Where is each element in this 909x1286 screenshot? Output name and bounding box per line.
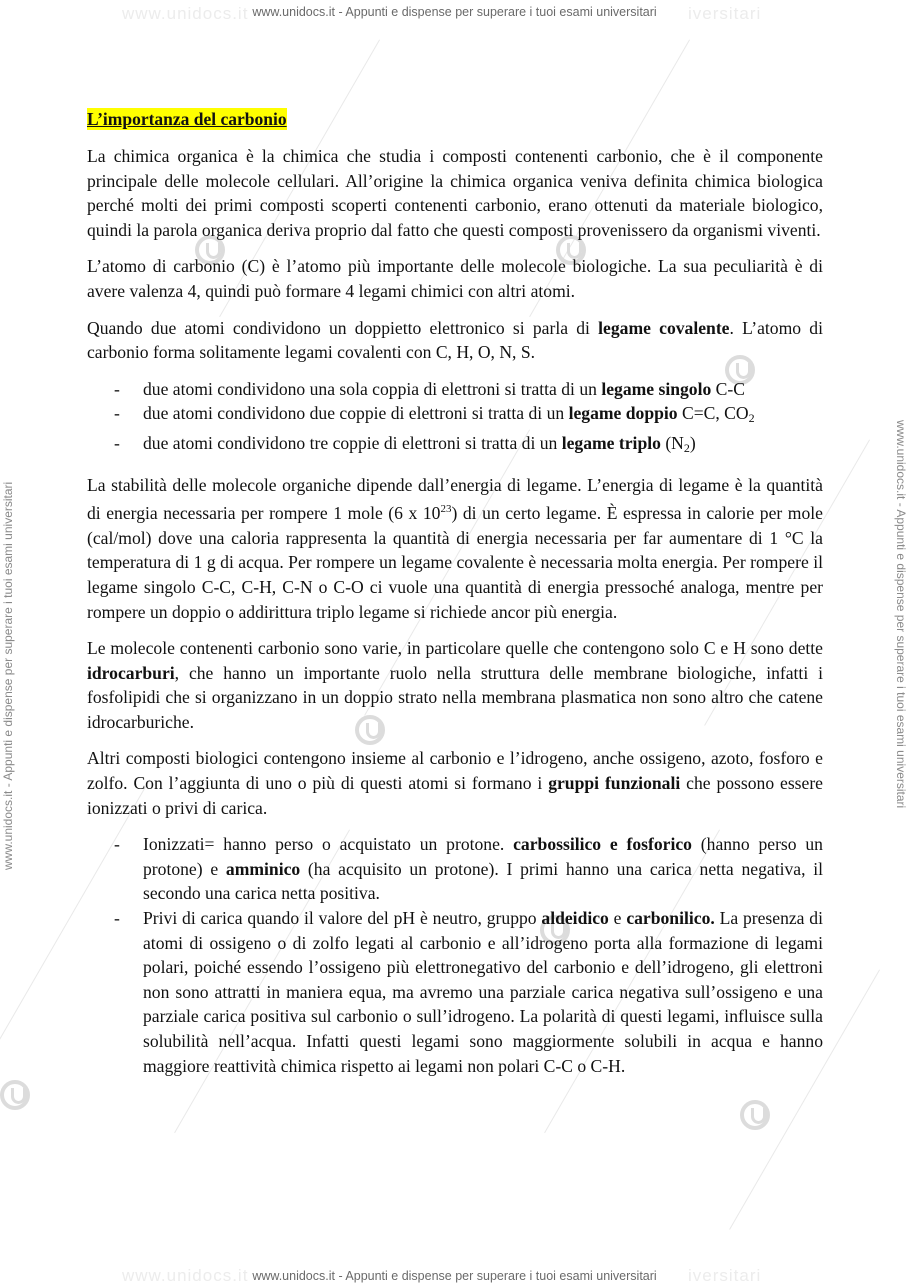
list-item-single-bond: - due atomi condividono una sola coppia di elettroni si tratta di un legame singolo C-C <box>114 378 746 399</box>
watermark-ghost-text: www.unidocs.it <box>122 1266 249 1285</box>
watermark-side-right: www.unidocs.it - Appunti e dispense per superare i tuoi esami universitari <box>894 420 908 809</box>
term-hydrocarbons: idrocarburi <box>87 662 175 683</box>
list-item-ionized: - Ionizzati= hanno perso o acquistato un protone. carbossilico e fosforico (hanno perso un protone) e amminico (ha acquisito un protone). I primi hanno una carica netta negativa, il secondo una carica netta positiva. <box>114 834 823 904</box>
unidocs-logo-watermark <box>740 1100 770 1130</box>
term-covalent-bond: legame covalente <box>598 317 730 338</box>
section-title: L’importanza del carbonio <box>87 109 287 129</box>
watermark-ghost-text: iversitari <box>688 1266 762 1285</box>
paragraph-hydrocarbons: Le molecole contenenti carbonio sono varie, in particolare quelle che contengono solo C e H sono dette idrocarburi, che hanno un importante ruolo nella struttura delle membrane biologiche, infatti i fosfolipidi che si organizzano in un doppio strato nella membrana plasmatica non sono altro che catene idrocarburiche. <box>87 638 823 732</box>
paragraph-carbon-atom: L’atomo di carbonio (C) è l’atomo più importante delle molecole biologiche. La sua peculiarità è di avere valenza 4, quindi può formare 4 legami chimici con altri atomi. <box>87 256 823 301</box>
bond-types-list <box>87 377 823 461</box>
unidocs-logo-watermark <box>0 1080 30 1110</box>
list-item-uncharged: - Privi di carica quando il valore del pH è neutro, gruppo aldeidico e carbonilico. La presenza di atomi di ossigeno o di zolfo legati al carbonio e all’idrogeno porta alla formazione di legami polari, poiché essendo l’ossigeno più elettronegativo del carbonio e dell’idrogeno, gli elettroni non sono attratti in maniera equa, ma avremo una parziale carica negativa sull’ossigeno e una parziale carica positiva sul carbonio o sull’idrogeno. La polarità di questi legami, influisce sulla solubilità nell’acqua. Infatti questi legami sono maggiormente solubili in acqua e hanno maggiore reattività chimica rispetto ai legami non polari C-C o C-H. <box>114 908 823 1076</box>
watermark-ghost-text: www.unidocs.it <box>122 4 249 23</box>
paragraph-organic-chemistry: La chimica organica è la chimica che studia i composti contenenti carbonio, che è il componente principale delle molecole cellulari. All’origine la chimica organica veniva definita chimica biologica perché molti dei primi composti scoperti contenenti carbonio, erano ottenuti da materiale biologico, quindi la parola organica deriva proprio dal fatto che questi composti provenissero da organismi viventi. <box>87 146 823 240</box>
watermark-footer: www.unidocs.it - Appunti e dispense per superare i tuoi esami universitari <box>252 1269 657 1283</box>
paragraph-covalent-bond: Quando due atomi condividono un doppietto elettronico si parla di legame covalente. L’atomo di carbonio forma solitamente legami covalenti con C, H, O, N, S. <box>87 317 823 363</box>
list-item-double-bond: - due atomi condividono due coppie di elettroni si tratta di un legame doppio C=C, $CO_2$ <box>114 403 755 426</box>
watermark-side-left: www.unidocs.it - Appunti e dispense per superare i tuoi esami universitari <box>1 481 15 870</box>
watermark-ghost-text: iversitari <box>688 4 762 23</box>
functional-groups-list <box>87 832 823 1078</box>
paragraph-functional-groups: Altri composti biologici contengono insieme al carbonio e l’idrogeno, anche ossigeno, azoto, fosforo e zolfo. Con l’aggiunta di uno o più di questi atomi si formano i gruppi funzionali che possono essere ionizzati o privi di carica. <box>87 748 823 818</box>
document-body <box>87 108 823 1090</box>
paragraph-bond-energy: La stabilità delle molecole organiche dipende dall’energia di legame. L’energia di legame è la quantità di energia necessaria per rompere 1 mole (6 x $10^{23}$) di un certo legame. È espressa in calorie per mole (cal/mol) dove una caloria rappresenta la quantità di energia necessaria per far aumentare di 1 °C la temperatura di 1 g di acqua. Per rompere un legame covalente è necessaria molta energia. Per rompere il legame singolo C-C, C-H, C-N o C-O ci vuole una quantità di energia pressoché analoga, mentre per rompere un doppio o addirittura triplo legame si richiede ancor più energia. <box>87 474 823 622</box>
term-functional-groups: gruppi funzionali <box>548 773 681 794</box>
list-item-triple-bond: - due atomi condividono tre coppie di elettroni si tratta di un legame triplo $(N_2)$ <box>114 432 696 455</box>
watermark-header: www.unidocs.it - Appunti e dispense per superare i tuoi esami universitari <box>252 5 657 19</box>
